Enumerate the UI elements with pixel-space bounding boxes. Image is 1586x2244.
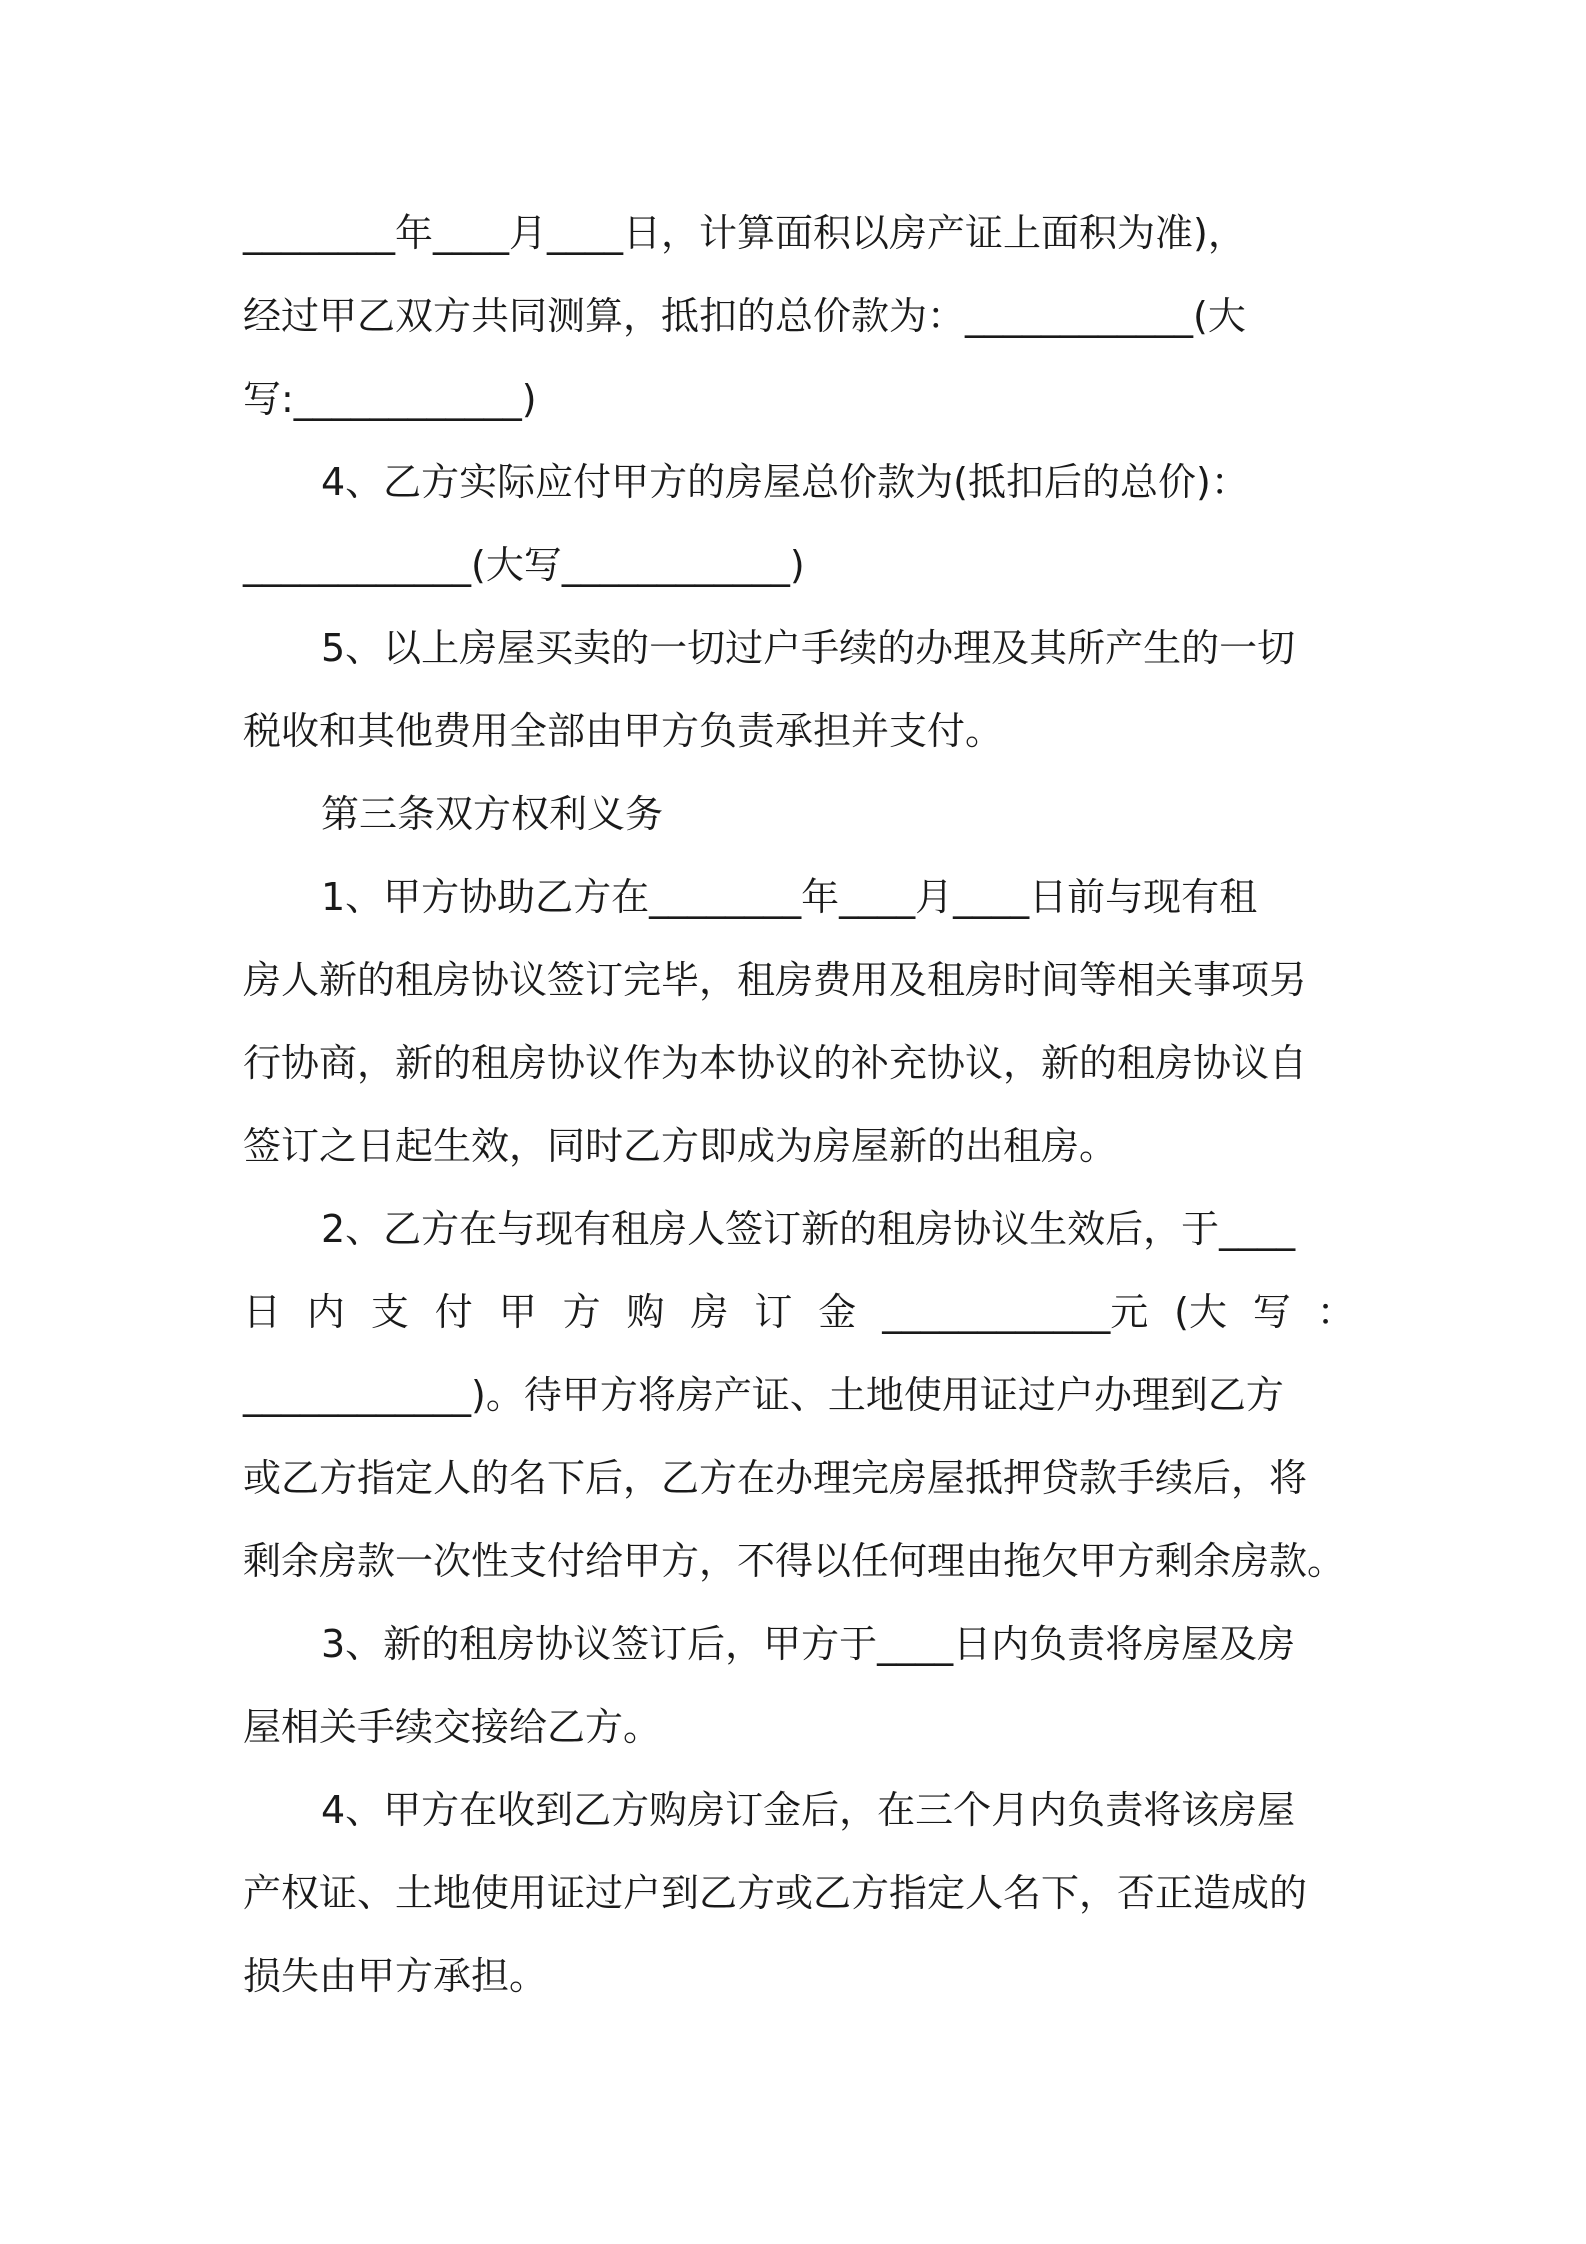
- spread-char: 甲: [498, 1290, 537, 1334]
- text-line: 屋相关手续交接给乙方。: [243, 1705, 662, 1749]
- spread-char: ：: [1316, 1290, 1355, 1334]
- spread-char: 房: [690, 1290, 729, 1334]
- spread-char: 方: [562, 1290, 601, 1334]
- text-line: 房人新的租房协议签订完毕，租房费用及租房时间等相关事项另: [243, 958, 1308, 1002]
- clause-5-paragraph: 5、以上房屋买卖的一切过户手续的办理及其所产生的一切: [321, 626, 1296, 670]
- spread-char: 订: [754, 1290, 793, 1334]
- clause-4-paragraph: 4、乙方实际应付甲方的房屋总价款为(抵扣后的总价)：: [321, 460, 1249, 504]
- text-line: ____________(大写____________): [243, 543, 805, 587]
- spread-char: 购: [626, 1290, 665, 1334]
- text-line: 行协商，新的租房协议作为本协议的补充协议，新的租房协议自: [243, 1041, 1308, 1085]
- spread-char: (大: [1174, 1290, 1227, 1334]
- spread-char: 写: [1252, 1290, 1291, 1334]
- text-line: 签订之日起生效，同时乙方即成为房屋新的出租房。: [243, 1124, 1118, 1168]
- spread-char: 日: [243, 1290, 282, 1334]
- text-line: 税收和其他费用全部由甲方负责承担并支付。: [243, 709, 1004, 753]
- text-line: ________年____月____日，计算面积以房产证上面积为准)，: [243, 211, 1246, 255]
- clause-4b-paragraph: 4、甲方在收到乙方购房订金后，在三个月内负责将该房屋: [321, 1788, 1296, 1832]
- text-line: 写:____________): [243, 377, 537, 421]
- text-line: 经过甲乙双方共同测算，抵扣的总价款为：____________(大: [243, 294, 1246, 338]
- section-heading: 第三条双方权利义务: [321, 792, 664, 836]
- text-line: 剩余房款一次性支付给甲方，不得以任何理由拖欠甲方剩余房款。: [243, 1539, 1346, 1583]
- text-line: 损失由甲方承担。: [243, 1954, 548, 1998]
- spread-char: 内: [306, 1290, 345, 1334]
- spread-char: 付: [434, 1290, 473, 1334]
- document-body: [243, 192, 1355, 2018]
- clause-1-paragraph: 1、甲方协助乙方在________年____月____日前与现有租: [321, 875, 1258, 919]
- clause-3-paragraph: 3、新的租房协议签订后，甲方于____日内负责将房屋及房: [321, 1622, 1296, 1666]
- text-line: ____________)。待甲方将房产证、土地使用证过户办理到乙方: [243, 1373, 1284, 1417]
- text-line: 产权证、土地使用证过户到乙方或乙方指定人名下，否正造成的: [243, 1871, 1308, 1915]
- spread-char: 金: [818, 1290, 857, 1334]
- spread-char: 支: [370, 1290, 409, 1334]
- text-line: 或乙方指定人的名下后，乙方在办理完房屋抵押贷款手续后，将: [243, 1456, 1308, 1500]
- spread-char: ____________元: [882, 1290, 1149, 1334]
- spread-text-line: [243, 1271, 1355, 1354]
- clause-2-paragraph: 2、乙方在与现有租房人签订新的租房协议生效后，于____: [321, 1207, 1296, 1251]
